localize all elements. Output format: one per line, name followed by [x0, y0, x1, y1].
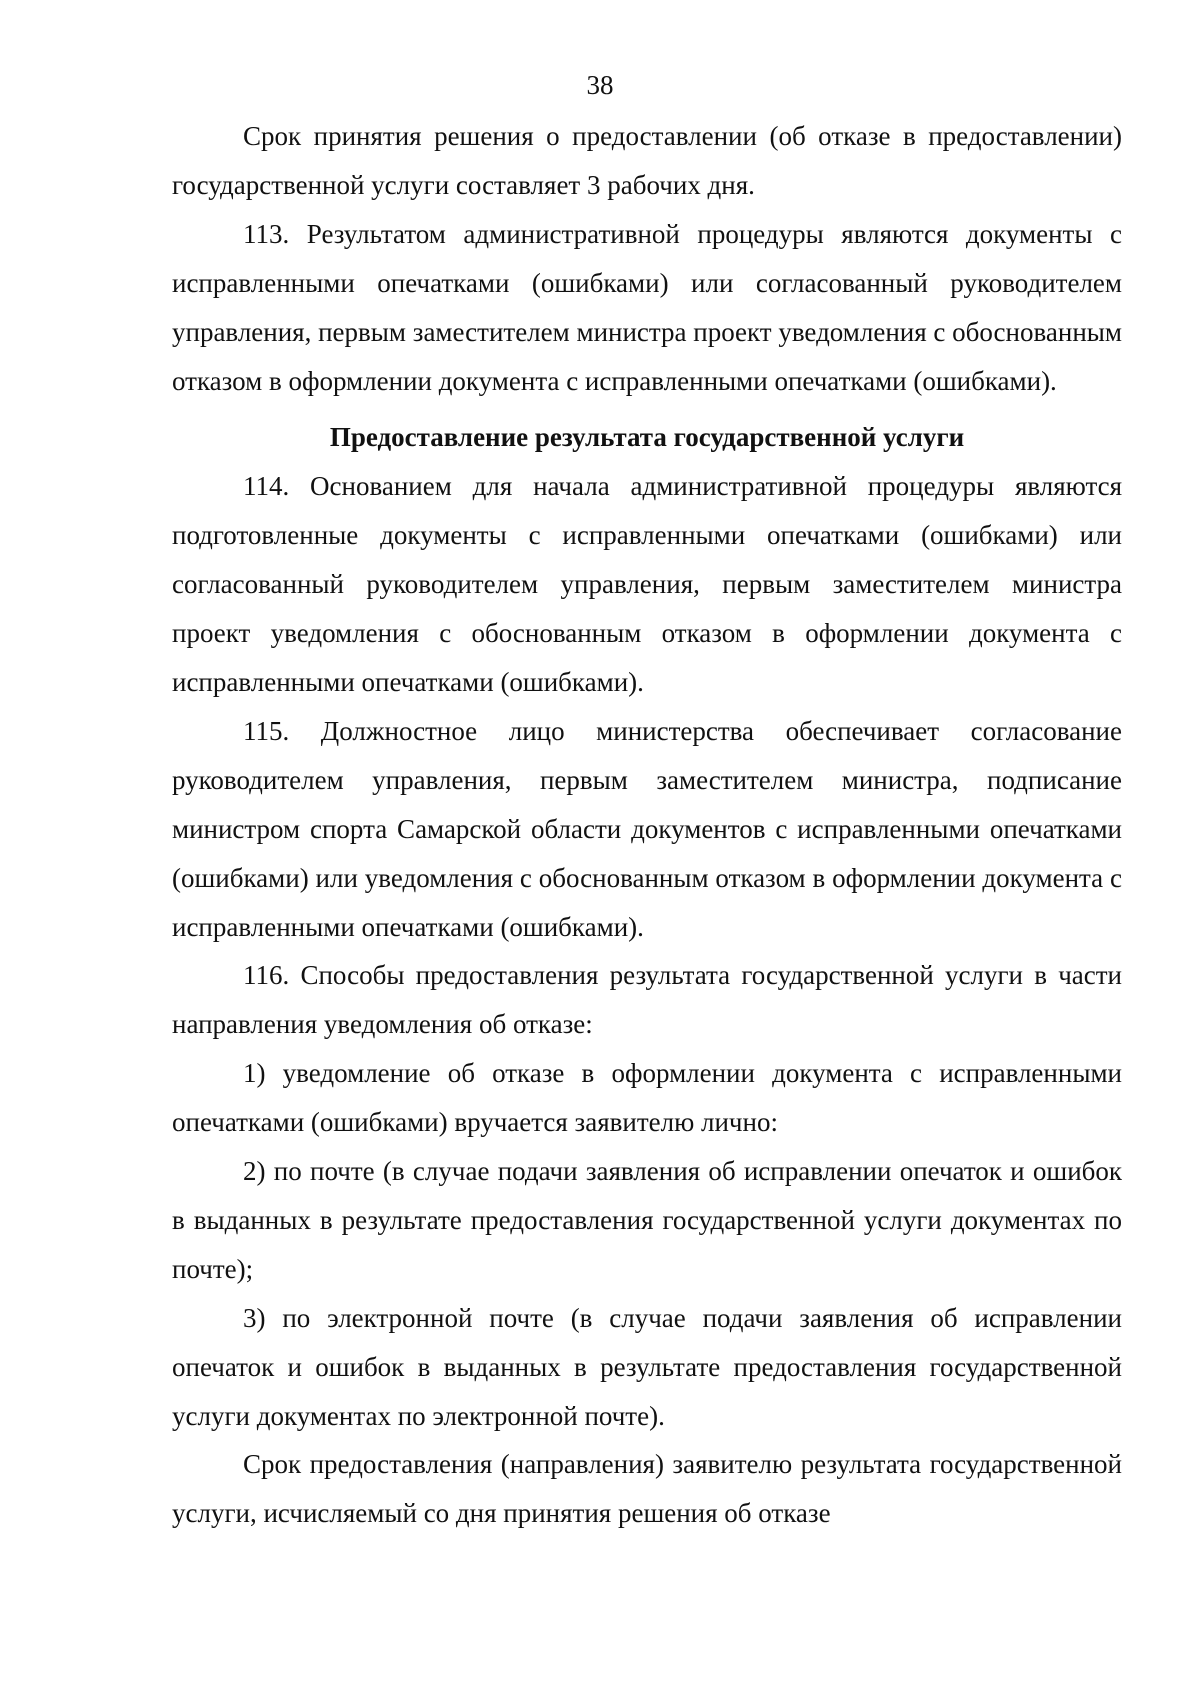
document-body	[172, 112, 1122, 1538]
paragraph-result-term: Срок предоставления (направления) заявителю результата государственной услуги, исчисляемый со дня принятия решения об отказе	[172, 1449, 1122, 1529]
paragraph-116: 116. Способы предоставления результата государственной услуги в части направления уведомления об отказе:	[172, 960, 1122, 1040]
section-heading: Предоставление результата государственной услуги	[329, 422, 965, 453]
list-item-1: 1) уведомление об отказе в оформлении документа с исправленными опечатками (ошибками) вручается заявителю лично:	[172, 1058, 1122, 1138]
paragraph-115: 115. Должностное лицо министерства обеспечивает согласование руководителем управления, первым заместителем министра, подписание министром спорта Самарской области документов с исправленными опечатками (ошибками) или уведомления с обоснованным отказом в оформлении документа с исправленными опечатками (ошибками).	[172, 715, 1122, 942]
list-item-3: 3) по электронной почте (в случае подачи заявления об исправлении опечаток и ошибок в выданных в результате предоставления государственной услуги документах по электронной почте).	[172, 1302, 1122, 1431]
paragraph-114: 114. Основанием для начала административной процедуры являются подготовленные документы с исправленными опечатками (ошибками) или согласованный руководителем управления, первым заместителем министра проект уведомления с обоснованным отказом в оформлении документа с исправленными опечатками (ошибками).	[172, 471, 1122, 697]
paragraph-113: 113. Результатом административной процедуры являются документы с исправленными опечатками (ошибками) или согласованный руководителем управления, первым заместителем министра проект уведомления с обоснованным отказом в оформлении документа с исправленными опечатками (ошибками).	[172, 218, 1122, 396]
paragraph-decision-term: Срок принятия решения о предоставлении (об отказе в предоставлении) государственной услуги составляет 3 рабочих дня.	[172, 121, 1122, 200]
list-item-2: 2) по почте (в случае подачи заявления об исправлении опечаток и ошибок в выданных в результате предоставления государственной услуги документах по почте);	[172, 1156, 1122, 1284]
page-number: 38	[586, 70, 614, 100]
